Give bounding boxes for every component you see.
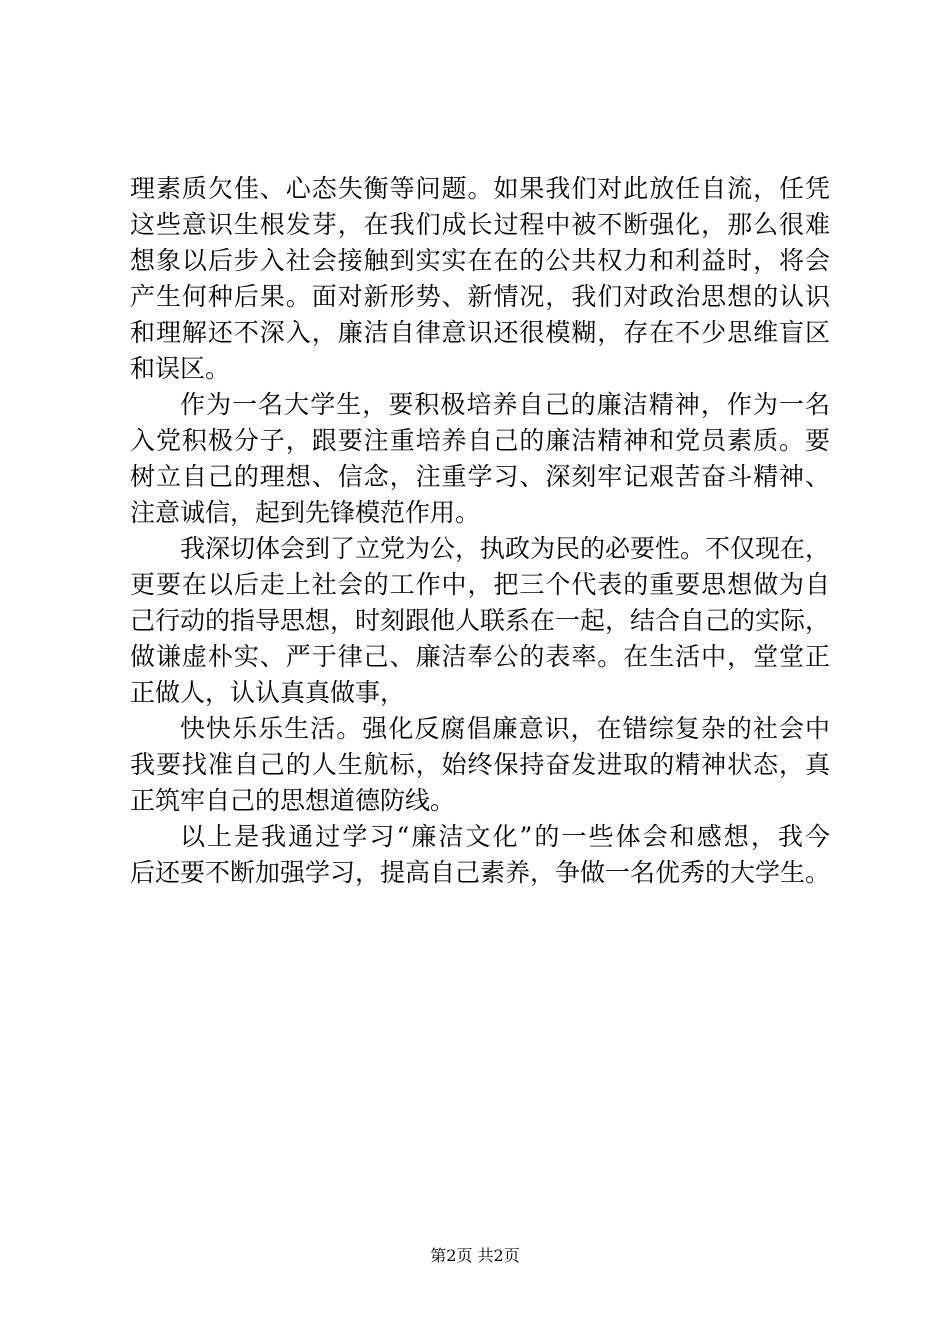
paragraph-4-line-3: 正筑牢自己的思想道德防线。 xyxy=(130,786,456,815)
paragraph-2-line-2: 入党积极分子，跟要注重培养自己的廉洁精神和党员素质。要 xyxy=(130,426,830,455)
paragraph-3-line-2: 更要在以后走上社会的工作中，把三个代表的重要思想做为自 xyxy=(130,570,830,599)
paragraph-3-line-1: 我深切体会到了立党为公，执政为民的必要性。不仅现在， xyxy=(180,534,831,563)
paragraph-1-line-3: 想象以后步入社会接触到实实在在的公共权力和利益时，将会 xyxy=(130,246,830,275)
paragraph-1-line-5: 和理解还不深入，廉洁自律意识还很模糊，存在不少思维盲区 xyxy=(130,318,830,347)
paragraph-4-line-1: 快快乐乐生活。强化反腐倡廉意识，在错综复杂的社会中 xyxy=(180,714,830,743)
paragraph-3-line-3: 己行动的指导思想，时刻跟他人联系在一起，结合自己的实际， xyxy=(130,606,831,635)
paragraph-3-line-4: 做谦虚朴实、严于律己、廉洁奉公的表率。在生活中，堂堂正 xyxy=(130,642,830,671)
paragraph-1-line-6: 和误区。 xyxy=(130,354,231,383)
page-number-footer: 第2页 共2页 xyxy=(430,1246,520,1265)
paragraph-2-line-4: 注意诚信，起到先锋模范作用。 xyxy=(130,498,481,527)
paragraph-1-line-4: 产生何种后果。面对新形势、新情况，我们对政治思想的认识 xyxy=(130,282,830,311)
paragraph-1-line-1: 理素质欠佳、心态失衡等问题。如果我们对此放任自流，任凭 xyxy=(130,174,830,203)
document-body xyxy=(130,171,830,891)
paragraph-3-line-5: 正做人，认认真真做事， xyxy=(130,678,406,707)
paragraph-1-line-2: 这些意识生根发芽，在我们成长过程中被不断强化，那么很难 xyxy=(130,210,830,239)
paragraph-2-line-1: 作为一名大学生，要积极培养自己的廉洁精神，作为一名 xyxy=(180,390,830,419)
paragraph-5-line-2: 后还要不断加强学习，提高自己素养，争做一名优秀的大学生。 xyxy=(130,858,831,887)
paragraph-2-line-3: 树立自己的理想、信念，注重学习、深刻牢记艰苦奋斗精神、 xyxy=(130,462,830,491)
paragraph-4-line-2: 我要找准自己的人生航标，始终保持奋发进取的精神状态，真 xyxy=(130,750,830,779)
paragraph-5-line-1: 以上是我通过学习“廉洁文化”的一些体会和感想，我今 xyxy=(180,822,830,851)
